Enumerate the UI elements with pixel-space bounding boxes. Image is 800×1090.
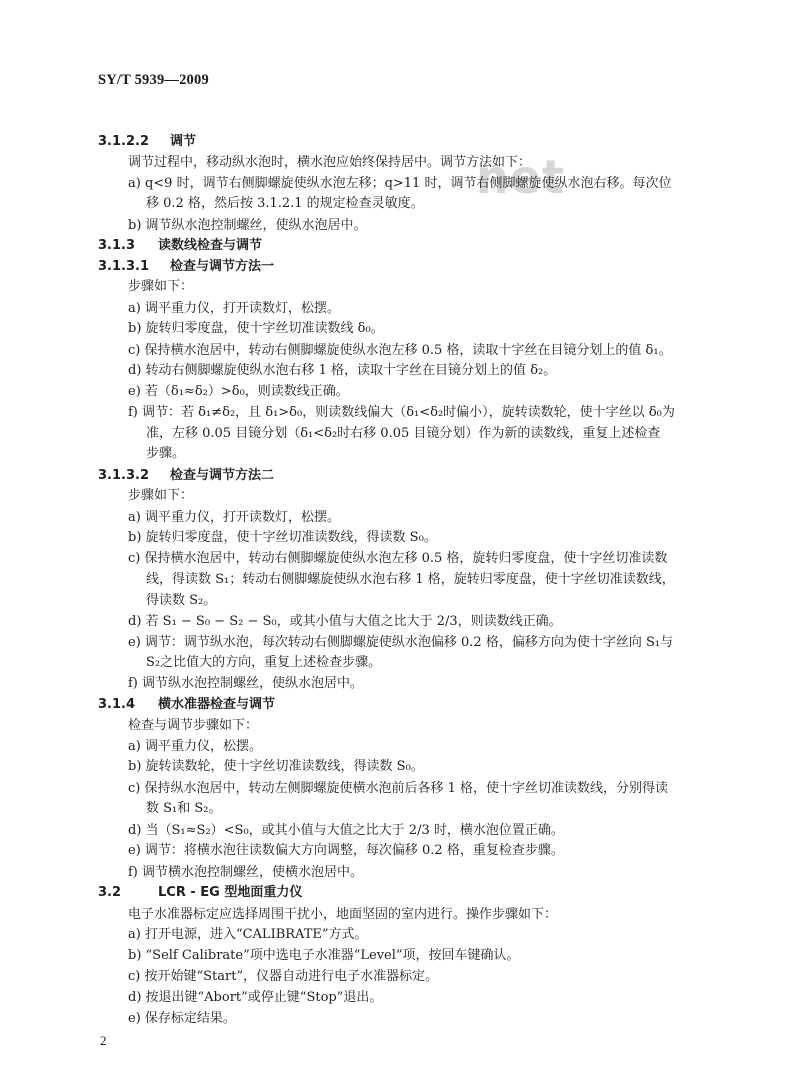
body-text-line bbox=[128, 529, 437, 546]
body-text-line bbox=[128, 864, 363, 881]
body-text-line bbox=[128, 278, 193, 295]
line-text: LCR - EG 型地面重力仪 bbox=[158, 885, 303, 900]
line-text: c) 按开始键“Start”，仪器自动进行电子水准器标定。 bbox=[128, 969, 439, 984]
body-text-line bbox=[128, 989, 382, 1006]
line-text: d) 当（S₁≈S₂）<S₀，或其小值与大值之比大于 2/3 时，横水泡位置正确。 bbox=[128, 823, 564, 838]
line-text: c) 保持横水泡居中，转动右侧脚螺旋使纵水泡左移 0.5 格，读取十字丝在目镜分划上的值 δ₁。 bbox=[128, 343, 672, 358]
line-text: 横水准器检查与调节 bbox=[158, 697, 276, 712]
body-text-line bbox=[128, 613, 562, 630]
section-heading bbox=[98, 258, 274, 275]
line-text: 移 0.2 格，然后按 3.1.2.1 的规定检查灵敏度。 bbox=[146, 196, 424, 211]
line-text: b) “Self Calibrate”项中选电子水准器“Level”项，按回车键确认。 bbox=[128, 948, 520, 963]
body-text-line bbox=[128, 487, 193, 504]
line-text: 电子水准器标定应选择周围干扰小，地面坚固的室内进行。操作步骤如下： bbox=[128, 907, 558, 922]
line-text: 检查与调节步骤如下： bbox=[128, 718, 259, 733]
line-text: 步骤如下： bbox=[128, 488, 194, 503]
section-number: 3.1.3.1 bbox=[98, 259, 149, 274]
body-text-line bbox=[146, 592, 216, 609]
standard-code-header: SY/T 5939—2009 bbox=[98, 72, 209, 88]
line-text: 读数线检查与调节 bbox=[158, 238, 263, 253]
body-text-line bbox=[128, 217, 367, 234]
line-text: e) 保存标定结果。 bbox=[128, 1011, 236, 1026]
section-number: 3.1.2.2 bbox=[98, 134, 149, 149]
line-text: d) 按退出键“Abort”或停止键“Stop”退出。 bbox=[128, 990, 383, 1005]
line-text: 调节 bbox=[170, 134, 197, 149]
section-heading bbox=[98, 133, 196, 150]
section-heading bbox=[98, 237, 262, 254]
line-text: e) 调节：调节纵水泡，每次转动右侧脚螺旋使纵水泡偏移 0.2 格，偏移方向为使十字丝向 S₁与 bbox=[128, 635, 674, 650]
line-text: b) 旋转归零度盘，使十字丝切准读数线，得读数 S₀。 bbox=[128, 530, 437, 545]
line-text: b) 调节纵水泡控制螺丝，使纵水泡居中。 bbox=[128, 218, 367, 233]
section-heading bbox=[98, 696, 275, 713]
body-text-line bbox=[128, 509, 340, 526]
line-text: e) 调节：将横水泡往读数偏大方向调整，每次偏移 0.2 格，重复检查步骤。 bbox=[128, 843, 564, 858]
body-text-line bbox=[128, 968, 438, 985]
body-text-line bbox=[128, 842, 564, 859]
body-text-line bbox=[128, 383, 349, 400]
line-text: f) 调节横水泡控制螺丝，使横水泡居中。 bbox=[128, 865, 364, 880]
body-text-line bbox=[128, 550, 667, 567]
body-text-line bbox=[128, 822, 564, 839]
line-text: a) q<9 时，调节右侧脚螺旋使纵水泡左移；q>11 时，调节右侧脚螺旋使纵水泡右移。每次位 bbox=[128, 176, 672, 191]
section-number: 3.1.4 bbox=[98, 697, 136, 712]
body-text-line bbox=[146, 445, 185, 462]
page-number: 2 bbox=[100, 1033, 107, 1048]
section-number: 3.1.3.2 bbox=[98, 468, 149, 483]
body-text-line bbox=[128, 717, 258, 734]
line-text: a) 打开电源，进入“CALIBRATE”方式。 bbox=[128, 927, 368, 942]
body-text-line bbox=[146, 425, 660, 442]
line-text: b) 旋转读数轮，使十字丝切准读数线，得读数 S₀。 bbox=[128, 759, 424, 774]
line-text: b) 旋转归零度盘，使十字丝切准读数线 δ₀。 bbox=[128, 321, 384, 336]
body-text-line bbox=[128, 1010, 236, 1027]
body-text-line bbox=[128, 404, 675, 421]
line-text: d) 转动右侧脚螺旋使纵水泡右移 1 格，读取十字丝在目镜分划上的值 δ₂。 bbox=[128, 363, 557, 378]
body-text-line bbox=[128, 320, 384, 337]
body-text-line bbox=[146, 195, 424, 212]
line-text: f) 调节：若 δ₁≠δ₂，且 δ₁>δ₀，则读数线偏大（δ₁<δ₂时偏小），旋转读数轮，使十字丝以 δ₀为 bbox=[128, 405, 675, 420]
body-text-line bbox=[128, 738, 262, 755]
body-text-line bbox=[128, 780, 668, 797]
body-text-line bbox=[128, 675, 363, 692]
body-text-line bbox=[146, 800, 222, 817]
body-text-line bbox=[146, 654, 381, 671]
line-text: c) 保持纵水泡居中，转动左侧脚螺旋使横水泡前后各移 1 格，使十字丝切准读数线，分别得读 bbox=[128, 781, 669, 796]
line-text: 数 S₁和 S₂。 bbox=[146, 801, 222, 816]
line-text: 准，左移 0.05 目镜分划（δ₁<δ₂时右移 0.05 目镜分划）作为新的读数线，重复上述检查 bbox=[146, 426, 661, 441]
body-text-line bbox=[128, 342, 672, 359]
body-text-line bbox=[128, 634, 673, 651]
line-text: 检查与调节方法二 bbox=[170, 468, 275, 483]
line-text: 线，得读数 S₁；转动右侧脚螺旋使纵水泡右移 1 格，旋转归零度盘，使十字丝切准读数线， bbox=[146, 572, 675, 587]
section-number: 3.1.3 bbox=[98, 238, 136, 253]
section-number: 3.2 bbox=[98, 885, 122, 900]
line-text: 调节过程中，移动纵水泡时，横水泡应始终保持居中。调节方法如下： bbox=[128, 155, 532, 170]
body-text-line bbox=[128, 362, 556, 379]
line-text: d) 若 S₁ − S₀ − S₂ − S₀，或其小值与大值之比大于 2/3，则读数线正确。 bbox=[128, 614, 562, 629]
line-text: c) 保持横水泡居中，转动右侧脚螺旋使纵水泡左移 0.5 格，旋转归零度盘，使十字丝切准读数 bbox=[128, 551, 668, 566]
line-text: e) 若（δ₁≈δ₂）>δ₀，则读数线正确。 bbox=[128, 384, 349, 399]
watermark: net bbox=[476, 150, 565, 204]
line-text: f) 调节纵水泡控制螺丝，使纵水泡居中。 bbox=[128, 676, 364, 691]
section-heading bbox=[98, 884, 302, 901]
section-heading bbox=[98, 467, 274, 484]
line-text: 步骤如下： bbox=[128, 279, 194, 294]
body-text-line bbox=[128, 175, 671, 192]
line-text: 检查与调节方法一 bbox=[170, 259, 275, 274]
line-text: a) 调平重力仪，松摆。 bbox=[128, 739, 262, 754]
line-text: a) 调平重力仪，打开读数灯，松摆。 bbox=[128, 510, 340, 525]
body-text-line bbox=[128, 758, 424, 775]
body-text-line bbox=[146, 571, 675, 588]
line-text: a) 调平重力仪，打开读数灯，松摆。 bbox=[128, 301, 340, 316]
body-text-line bbox=[128, 926, 368, 943]
body-text-line bbox=[128, 300, 340, 317]
body-text-line bbox=[128, 906, 557, 923]
line-text: 得读数 S₂。 bbox=[146, 593, 217, 608]
body-text-line bbox=[128, 947, 520, 964]
line-text: S₂之比值大的方向，重复上述检查步骤。 bbox=[146, 655, 382, 670]
line-text: 步骤。 bbox=[146, 446, 186, 461]
body-text-line bbox=[128, 154, 531, 171]
